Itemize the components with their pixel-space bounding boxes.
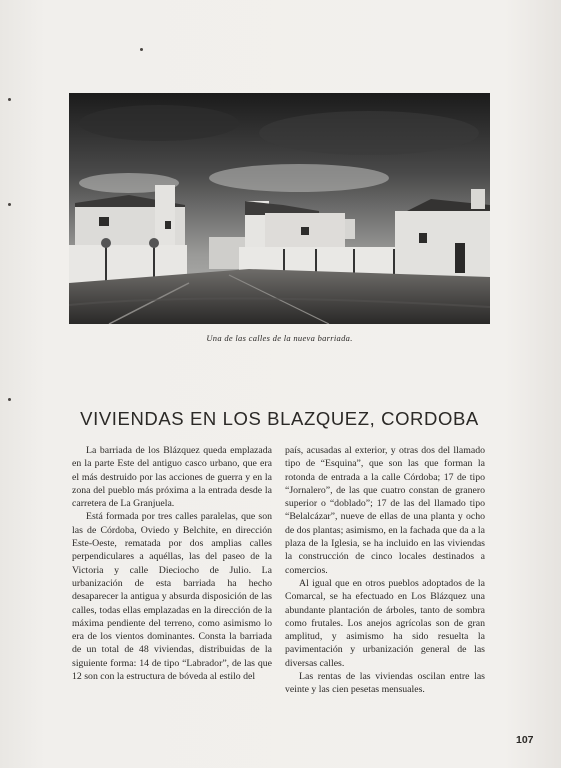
- page-number: 107: [516, 734, 534, 746]
- article-title: VIVIENDAS EN LOS BLAZQUEZ, CORDOBA: [80, 408, 479, 430]
- print-speck: [140, 48, 143, 51]
- street-photo: [69, 93, 490, 324]
- print-speck: [8, 398, 11, 401]
- print-speck: [8, 203, 11, 206]
- paragraph: La barriada de los Blázquez queda emplazada en la parte Este del antiguo casco urbano, que era el más destruido por las acciones de guerra y en la zona del pueblo más próxima a la entrada desde la carretera de La Granjuela.: [72, 445, 272, 510]
- paragraph: Está formada por tres calles paralelas, que son las de Córdoba, Oviedo y Belchite, en dirección Este-Oeste, rematada por dos amplias calles perpendiculares a aquéllas, las del paseo de la Victoria y calle Dieciocho de Julio. La urbanización de esta barriada ha hecho desaparecer la antigua y absurda disposición de las calles, todas ellas emplazadas en la dirección de la máxima pendiente del terreno, como asimismo lo era de los vientos dominantes. Consta la barriada de un total de 48 viviendas, distribuidas de la siguiente forma: 14 de tipo “Labrador”, de las que 12 son con la estructura de bóveda al estilo del: [72, 511, 272, 683]
- article-column-right: [285, 444, 485, 697]
- print-speck: [8, 98, 11, 101]
- photo-caption: Una de las calles de la nueva barriada.: [206, 333, 353, 343]
- paragraph: Al igual que en otros pueblos adoptados de la Comarcal, se ha efectuado en Los Blázquez una abundante plantación de árboles, tanto de sombra como frutales. Los anejos agrícolas son de gran amplitud, y asimismo ha sido resuelta la pavimentación y urbanización general de las diversas calles.: [285, 577, 485, 669]
- article-column-left: [72, 444, 272, 683]
- paragraph: Las rentas de las viviendas oscilan entre las veinte y las cien pesetas mensuales.: [285, 671, 485, 696]
- paragraph: país, acusadas al exterior, y otras dos del llamado tipo de “Esquina”, que son las que forman la rotonda de entrada a la calle Córdoba; 17 de tipo “Jornalero”, de las que cuatro constan de granero superior o “doblado”; 17 de las del llamado tipo “Belalcázar”, nueve de ellas de una planta y ocho de dos plantas; asimismo, en la fachada que da a la plaza de la Iglesia, se ha incluido en las viviendas la construcción de cinco locales destinados a comercios.: [285, 445, 485, 576]
